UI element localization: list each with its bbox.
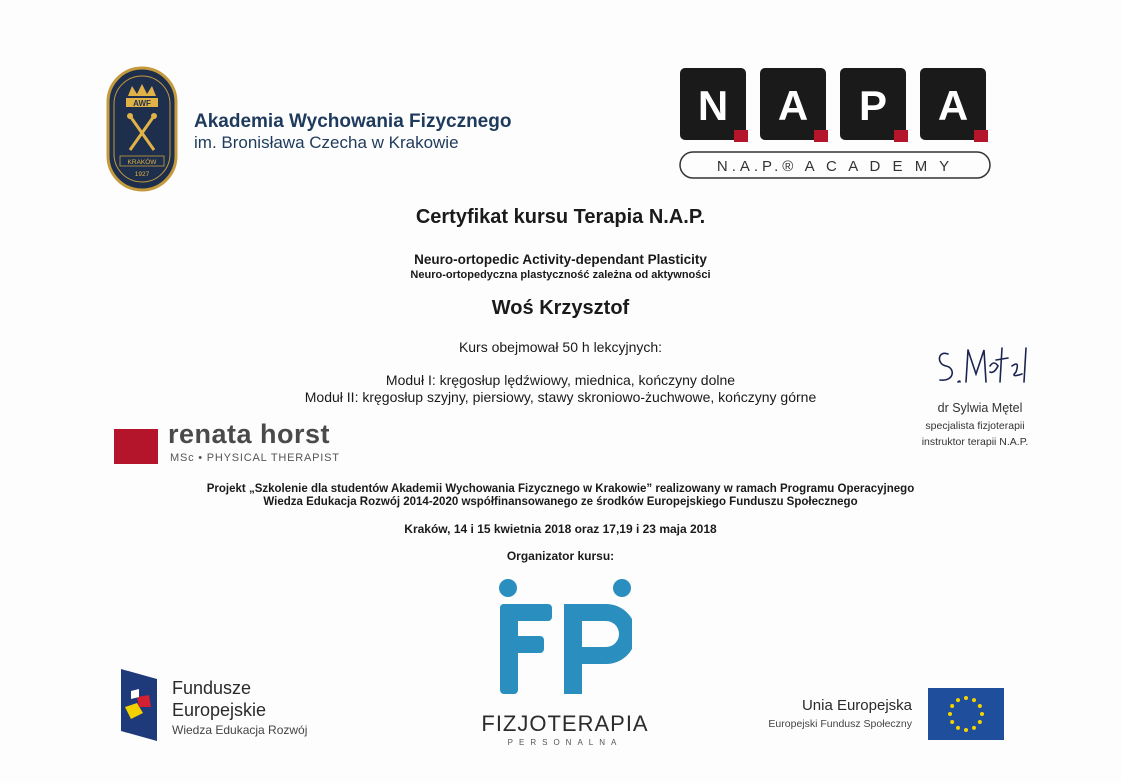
signatory-name: dr Sylwia Mętel [937,401,1023,415]
eu-star-icon [956,698,960,702]
handwritten-signature [932,344,1032,394]
project-line-2: Wiedza Edukacja Rozwój 2014-2020 współfinansowanego ze środków Europejskiego Funduszu Społecznego [263,496,858,508]
eu-star-icon [978,704,982,708]
napa-tile-4 [920,68,988,142]
fundusze-europejskie-logo [117,667,161,743]
svg-text:P: P [858,82,888,129]
fe-name-line1: Fundusze [172,678,252,698]
svg-text:N: N [697,82,729,129]
signatory-role-1: specjalista fizjoterapii [925,420,1025,432]
module-1: Moduł I: kręgosłup lędźwiowy, miednica, kończyny dolne [385,372,736,388]
eu-fund-name: Europejski Fundusz Społeczny [768,718,912,730]
svg-text:A: A [937,82,969,129]
fe-subtitle: Wiedza Edukacja Rozwój [172,723,308,737]
awf-name-line2: im. Bronisława Czecha w Krakowie [194,133,459,152]
napa-tile-1 [680,68,748,142]
eu-star-icon [972,726,976,730]
eu-star-icon [972,698,976,702]
renata-horst-subtitle: MSc • PHYSICAL THERAPIST [170,452,340,464]
eu-flag-icon [928,688,1004,740]
awf-seal-logo [106,66,178,192]
fizjoterapia-personalna-logo [498,578,632,696]
module-2: Moduł II: kręgosłup szyjny, piersiowy, stawy skroniowo-żuchwowe, kończyny górne [304,389,817,405]
organizer-subtitle: PERSONALNA [507,738,623,747]
subtitle-english: Neuro-ortopedic Activity-dependant Plasticity [414,252,707,267]
organizer-name: FIZJOTERAPIA [481,711,649,736]
eu-star-icon [964,696,968,700]
project-line-1: Projekt „Szkolenie dla studentów Akademii Wychowania Fizycznego w Krakowie” realizowany w ramach Programu Operacyjnego [206,483,915,495]
course-dates: Kraków, 14 i 15 kwietnia 2018 oraz 17,19 i 23 maja 2018 [404,522,717,536]
fe-name-line2: Europejskie [172,700,267,720]
eu-name: Unia Europejska [801,697,912,714]
eu-star-icon [980,712,984,716]
renata-horst-name: renata horst [168,419,331,449]
napa-academy-text: N.A.P.® A C A D E M Y [716,158,954,175]
eu-star-icon [948,712,952,716]
napa-tile-3 [840,68,908,142]
subtitle-polish: Neuro-ortopedyczna plastyczność zależna od aktywności [410,269,711,281]
napa-tile-2 [760,68,828,142]
course-hours: Kurs obejmował 50 h lekcyjnych: [458,339,663,355]
awf-seal-abbr: AWF [133,99,151,108]
certificate-title: Certyfikat kursu Terapia N.A.P. [415,206,706,228]
eu-star-icon [964,728,968,732]
eu-star-icon [978,720,982,724]
eu-star-icon [950,704,954,708]
awf-name-line1: Akademia Wychowania Fizycznego [194,111,512,132]
svg-text:A: A [777,82,809,129]
awf-seal-year: 1927 [134,171,150,178]
eu-star-icon [950,720,954,724]
eu-star-icon [956,726,960,730]
awf-seal-city: KRAKÓW [127,159,157,166]
renata-horst-logo-square [114,429,158,464]
participant-name: Woś Krzysztof [491,297,630,319]
signatory-role-2: instruktor terapii N.A.P. [921,436,1029,448]
organizer-label: Organizator kursu: [506,549,615,563]
napa-academy-logo [676,66,996,182]
